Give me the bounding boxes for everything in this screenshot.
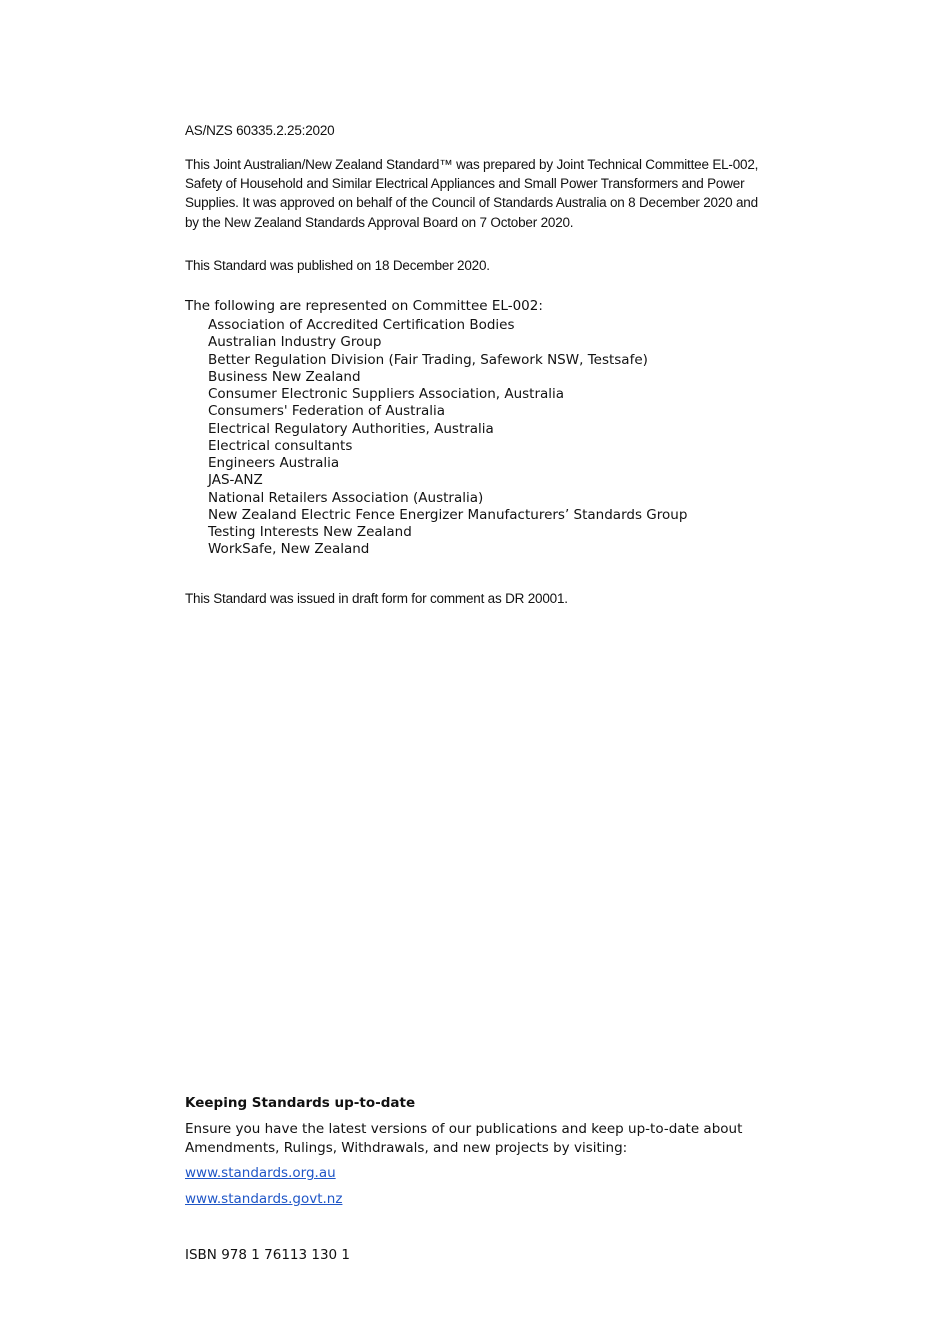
standards-new-zealand-link[interactable]: www.standards.govt.nz (185, 1191, 343, 1207)
committee-member: Engineers Australia (208, 455, 340, 471)
committee-member: Electrical consultants (208, 437, 353, 454)
committee-member: Electrical Regulatory Authorities, Australia (208, 420, 494, 437)
committee-member-list (208, 317, 687, 559)
isbn-number: ISBN 978 1 76113 130 1 (185, 1247, 351, 1263)
committee-heading: The following are represented on Committee EL-002: (185, 298, 543, 314)
committee-member: WorkSafe, New Zealand (208, 541, 370, 558)
committee-member: Consumer Electronic Suppliers Association, Australia (208, 386, 565, 402)
standards-australia-link[interactable]: www.standards.org.au (185, 1165, 336, 1181)
publication-date: This Standard was published on 18 December 2020. (185, 258, 490, 273)
committee-member: National Retailers Association (Australia) (208, 489, 484, 506)
committee-member: Testing Interests New Zealand (208, 524, 412, 540)
document-page (185, 0, 785, 1344)
keeping-up-to-date-body: Ensure you have the latest versions of our publications and keep up-to-date about Amendments, Rulings, Withdrawals, and new projects by visiting: (185, 1121, 743, 1156)
committee-member: Association of Accredited Certification Bodies (208, 317, 515, 333)
committee-member: Consumers' Federation of Australia (208, 403, 446, 420)
committee-member: Australian Industry Group (208, 334, 382, 351)
preparation-paragraph: This Joint Australian/New Zealand Standard™ was prepared by Joint Technical Committee EL-002, Safety of Household and Similar Electrical Appliances and Small Power Transformers and Power Supplies. It was approved on behalf of the Council of Standards Australia on 8 December 2020 and by the New Zealand Standards Approval Board on 7 October 2020. (185, 157, 759, 230)
committee-member: Better Regulation Division (Fair Trading, Safework NSW, Testsafe) (208, 351, 648, 368)
keeping-up-to-date-heading: Keeping Standards up-to-date (185, 1095, 416, 1111)
draft-notice: This Standard was issued in draft form for comment as DR 20001. (185, 591, 568, 606)
committee-member: JAS-ANZ (208, 472, 263, 489)
committee-member: New Zealand Electric Fence Energizer Manufacturers’ Standards Group (208, 506, 688, 523)
committee-member: Business New Zealand (208, 368, 361, 385)
standard-designation: AS/NZS 60335.2.25:2020 (185, 123, 335, 138)
